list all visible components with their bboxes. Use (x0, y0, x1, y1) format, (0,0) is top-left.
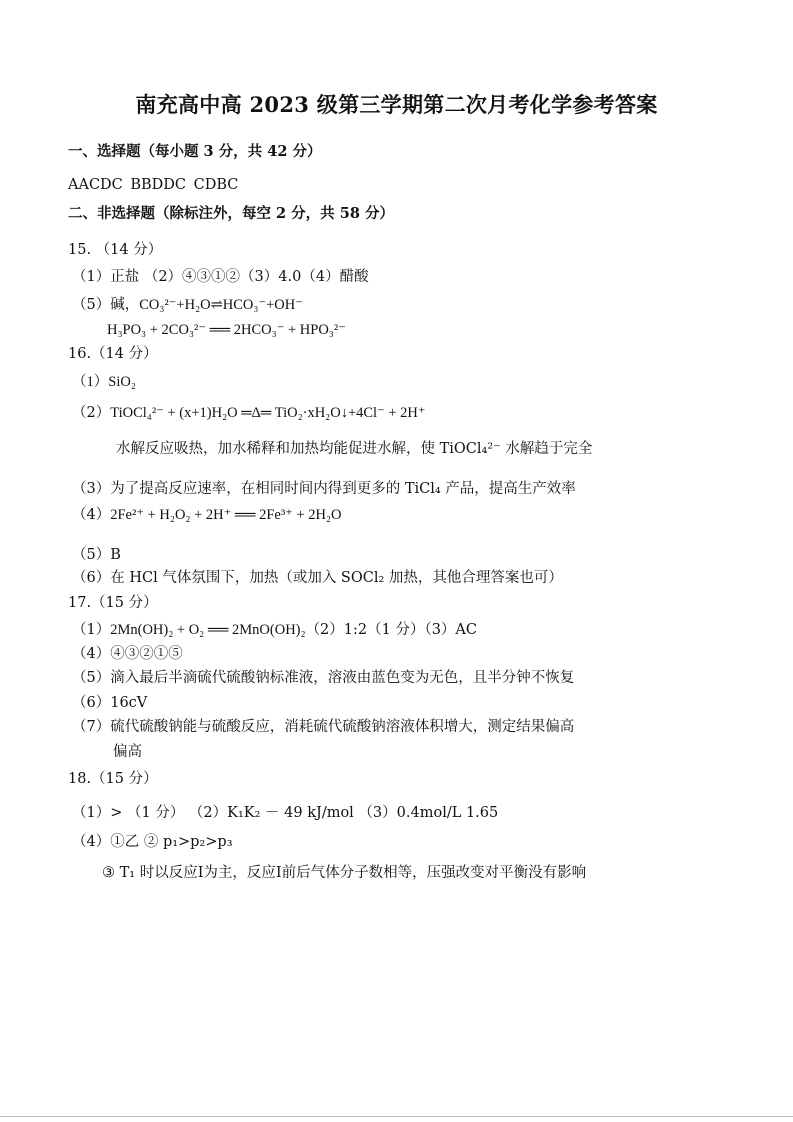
q15-answers-1-4: （1）正盐 （2）④③①②（3）4.0（4）醋酸 (72, 269, 369, 285)
q17-answer-7-conclusion: 偏高 (113, 744, 142, 760)
q16-answer-4 (72, 506, 342, 524)
q17-answers-1-3 (72, 621, 477, 639)
q18-answer-4: （4）①乙 ② p₁>p₂>p₃ (72, 834, 233, 850)
q16-answer-4-label: （4） (72, 507, 111, 523)
q16-answer-1: （1）SiO₂ (72, 374, 136, 390)
q17-header: 17.（15 分） (68, 595, 158, 611)
q16-header: 16.（14 分） (68, 346, 158, 362)
q18-answers-1-3: （1）> （1 分） （2）K₁K₂ － 49 kJ/mol （3）0.4mol/L 1.65 (72, 805, 499, 821)
q15-hydrolysis-equation: CO₃²⁻+H₂O⇌HCO₃⁻+OH⁻ (139, 297, 303, 313)
q18-header: 18.（15 分） (68, 771, 158, 787)
q17-answer-5: （5）滴入最后半滴硫代硫酸钠标准液，溶液由蓝色变为无色，且半分钟不恢复 (72, 670, 575, 686)
q18-answer-4-explanation: ③ T₁ 时以反应Ⅰ为主，反应Ⅰ前后气体分子数相等，压强改变对平衡没有影响 (102, 865, 587, 881)
q17-oxidation-equation: 2Mn(OH)₂ + O₂ ══ 2MnO(OH)₂ (110, 622, 306, 638)
q15-answer-5 (72, 296, 303, 314)
q16-hydrolysis-equation: TiOCl₄²⁻ + (x+1)H₂O ═Δ═ TiO₂·xH₂O↓+4Cl⁻ + 2H⁺ (110, 405, 426, 421)
q17-answers-2-3: （2）1:2（1 分）（3）AC (305, 622, 477, 638)
q16-answer-2-label: （2） (72, 405, 111, 421)
page-title: 南充高中高 2023 级第三学期第二次月考化学参考答案 (135, 92, 658, 117)
q16-oxidation-equation: 2Fe²⁺ + H₂O₂ + 2H⁺ ══ 2Fe³⁺ + 2H₂O (110, 507, 342, 523)
q17-answer-6: （6）16cV (72, 695, 148, 711)
q15-answer-5-label: （5）碱， (72, 297, 140, 313)
q17-answer-1-label: （1） (72, 622, 111, 638)
q16-answer-2 (72, 404, 426, 422)
q16-answer-3: （3）为了提高反应速率，在相同时间内得到更多的 TiCl₄ 产品，提高生产效率 (72, 481, 576, 497)
section1-heading: 一、选择题（每小题 3 分，共 42 分） (68, 143, 322, 160)
q17-answer-4: （4）④③②①⑤ (72, 646, 183, 662)
q17-answer-7: （7）硫代硫酸钠能与硫酸反应，消耗硫代硫酸钠溶液体积增大，测定结果偏高 (72, 719, 575, 735)
q15-header: 15. （14 分） (68, 242, 163, 258)
choice-answers: AACDC BBDDC CDBC (68, 177, 239, 193)
q16-answer-6: （6）在 HCl 气体氛围下，加热（或加入 SOCl₂ 加热，其他合理答案也可） (72, 570, 563, 586)
q16-explanation: 水解反应吸热，加水稀释和加热均能促进水解，使 TiOCl₄²⁻ 水解趋于完全 (116, 441, 593, 457)
page-bottom-rule (0, 1116, 793, 1117)
section2-heading: 二、非选择题（除标注外，每空 2 分，共 58 分） (68, 205, 394, 222)
q15-reaction-equation: H₃PO₃ + 2CO₃²⁻ ══ 2HCO₃⁻ + HPO₃²⁻ (107, 322, 346, 338)
q16-answer-5: （5）B (72, 547, 121, 563)
